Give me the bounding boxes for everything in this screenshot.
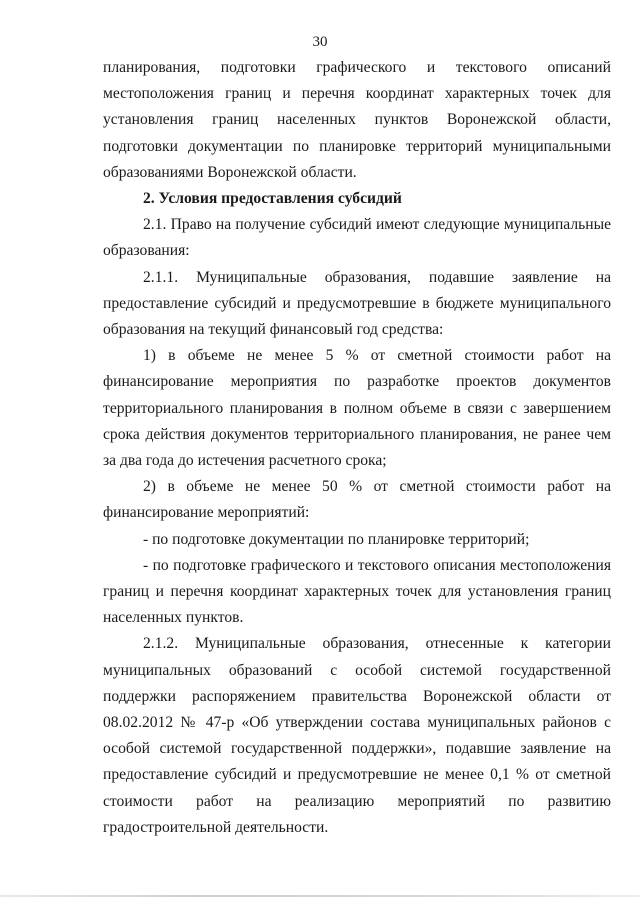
document-body [103,55,611,841]
paragraph-2-1-1: 2.1.1. Муниципальные образования, подавшие заявление на предоставление субсидий и предусмотревшие в бюджете муниципального образования на текущий финансовый год средства: [103,268,611,339]
scan-edge-line [0,895,640,897]
paragraph-2-1: 2.1. Право на получение субсидий имеют следующие муниципальные образования: [103,216,611,260]
list-item-planning-docs: - по подготовке документации по планировке территорий; [143,530,530,548]
paragraph-item-2: 2) в объеме не менее 50 % от сметной стоимости работ на финансирование мероприятий: [103,478,611,522]
paragraph-continuation: планирования, подготовки графического и текстового описаний местоположения границ и перечня координат характерных точек для установления границ населенных пунктов Воронежской области, подготовки документации по планировке территорий муниципальными образованиями Воронежской области. [103,59,611,181]
paragraph-item-1: 1) в объеме не менее 5 % от сметной стоимости работ на финансирование мероприятия по разработке проектов документов территориального планирования в полном объеме в связи с завершением срока действия документов территориального планирования, не ранее чем за два года до истечения расчетного срока; [103,347,611,470]
page-number: 30 [312,34,328,50]
list-item-boundary-description: - по подготовке графического и текстового описания местоположения границ и перечня координат характерных точек для установления границ населенных пунктов. [103,556,611,627]
paragraph-2-1-2: 2.1.2. Муниципальные образования, отнесенные к категории муниципальных образований с особой системой государственной поддержки распоряжением правительства Воронежской области от 08.02.2012 № 47-р «Об утверждении состава муниципальных районов с особой системой государственной поддержки», подавшие заявление на предоставление субсидий и предусмотревшие не менее 0,1 % от сметной стоимости работ на реализацию мероприятий по развитию градостроительной деятельности. [103,635,611,836]
section-heading: 2. Условия предоставления субсидий [143,190,402,208]
